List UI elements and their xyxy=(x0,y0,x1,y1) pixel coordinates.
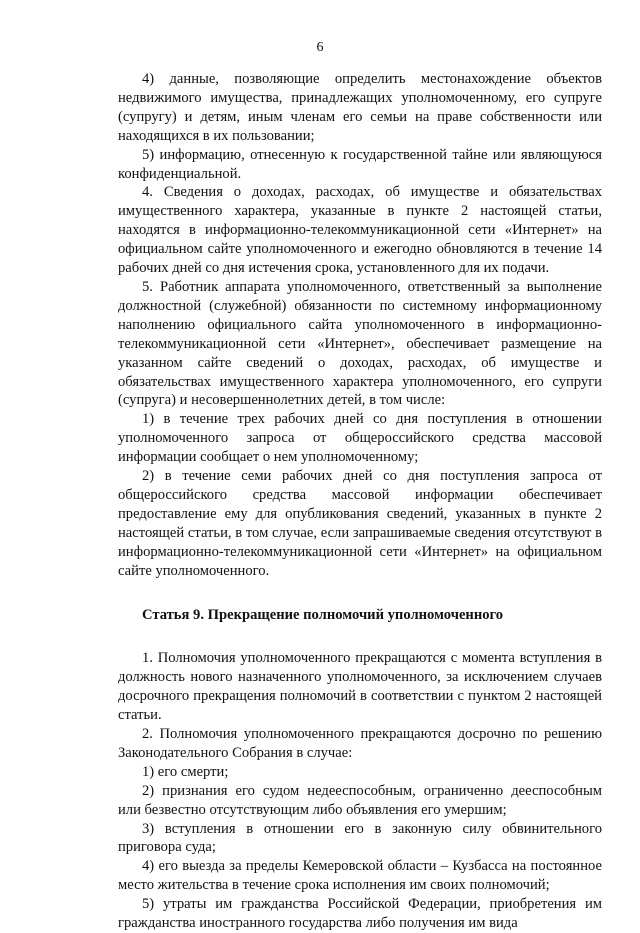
article-9-item-4: 4) его выезда за пределы Кемеровской области – Кузбасса на постоянное место жительства в течение срока исполнения им своих полномочий; xyxy=(118,858,602,894)
list-item-4: 4) данные, позволяющие определить местонахождение объектов недвижимого имущества, принадлежащих уполномоченному, его супруге (супругу) и детям, иным членам его семьи на праве собственности или находящихся в их пользовании; xyxy=(118,71,602,144)
clause-4: 4. Сведения о доходах, расходах, об имуществе и обязательствах имущественного характера, указанные в пункте 2 настоящей статьи, находятся в информационно-телекоммуникационной сети «Интернет» на официальном сайте уполномоченного и ежегодно обновляются в течение 14 рабочих дней со дня истечения срока, установленного для их подачи. xyxy=(118,184,602,277)
document-body xyxy=(118,70,602,933)
article-9-item-1: 1) его смерти; xyxy=(142,763,229,780)
article-9-clause-1: 1. Полномочия уполномоченного прекращаются с момента вступления в должность нового назначенного уполномоченного, за исключением случаев досрочного прекращения полномочий в соответствии с пунктом 2 настоящей статьи. xyxy=(118,650,602,724)
page-number: 6 xyxy=(316,40,324,55)
clause-5: 5. Работник аппарата уполномоченного, ответственный за выполнение должностной (служебной) обязанности по системному информационному наполнению официального сайта уполномоченного в информационно-телекоммуникационной сети «Интернет», обеспечивает размещение на указанном сайте сведений о доходах, расходах, об имуществе и обязательствах имущественного характера уполномоченного, его супруги (супруга) и несовершеннолетних детей, в том числе: xyxy=(118,278,602,409)
article-9-item-2: 2) признания его судом недееспособным, ограниченно дееспособным или безвестно отсутствующим либо объявления его умершим; xyxy=(118,782,602,818)
clause-5-item-2: 2) в течение семи рабочих дней со дня поступления запроса от общероссийского средства массовой информации обеспечивает предоставление ему для опубликования сведений, указанных в пункте 2 настоящей статьи, в том случае, если запрашиваемые сведения отсутствуют в информационно-телекоммуникационной сети «Интернет» на официальном сайте уполномоченного. xyxy=(118,468,602,579)
clause-5-item-1: 1) в течение трех рабочих дней со дня поступления в отношении уполномоченного запроса от общероссийского средства массовой информации сообщает о нем уполномоченному; xyxy=(118,411,602,466)
list-item-5: 5) информацию, отнесенную к государственной тайне или являющуюся конфиденциальной. xyxy=(118,146,602,182)
article-heading: Статья 9. Прекращение полномочий уполномоченного xyxy=(142,607,504,624)
article-9-item-5: 5) утраты им гражданства Российской Федерации, приобретения им гражданства иностранного государства либо получения им вида xyxy=(118,896,602,932)
article-9-clause-2: 2. Полномочия уполномоченного прекращаются досрочно по решению Законодательного Собрания в случае: xyxy=(118,726,602,761)
article-9-item-3: 3) вступления в отношении его в законную силу обвинительного приговора суда; xyxy=(118,820,602,856)
